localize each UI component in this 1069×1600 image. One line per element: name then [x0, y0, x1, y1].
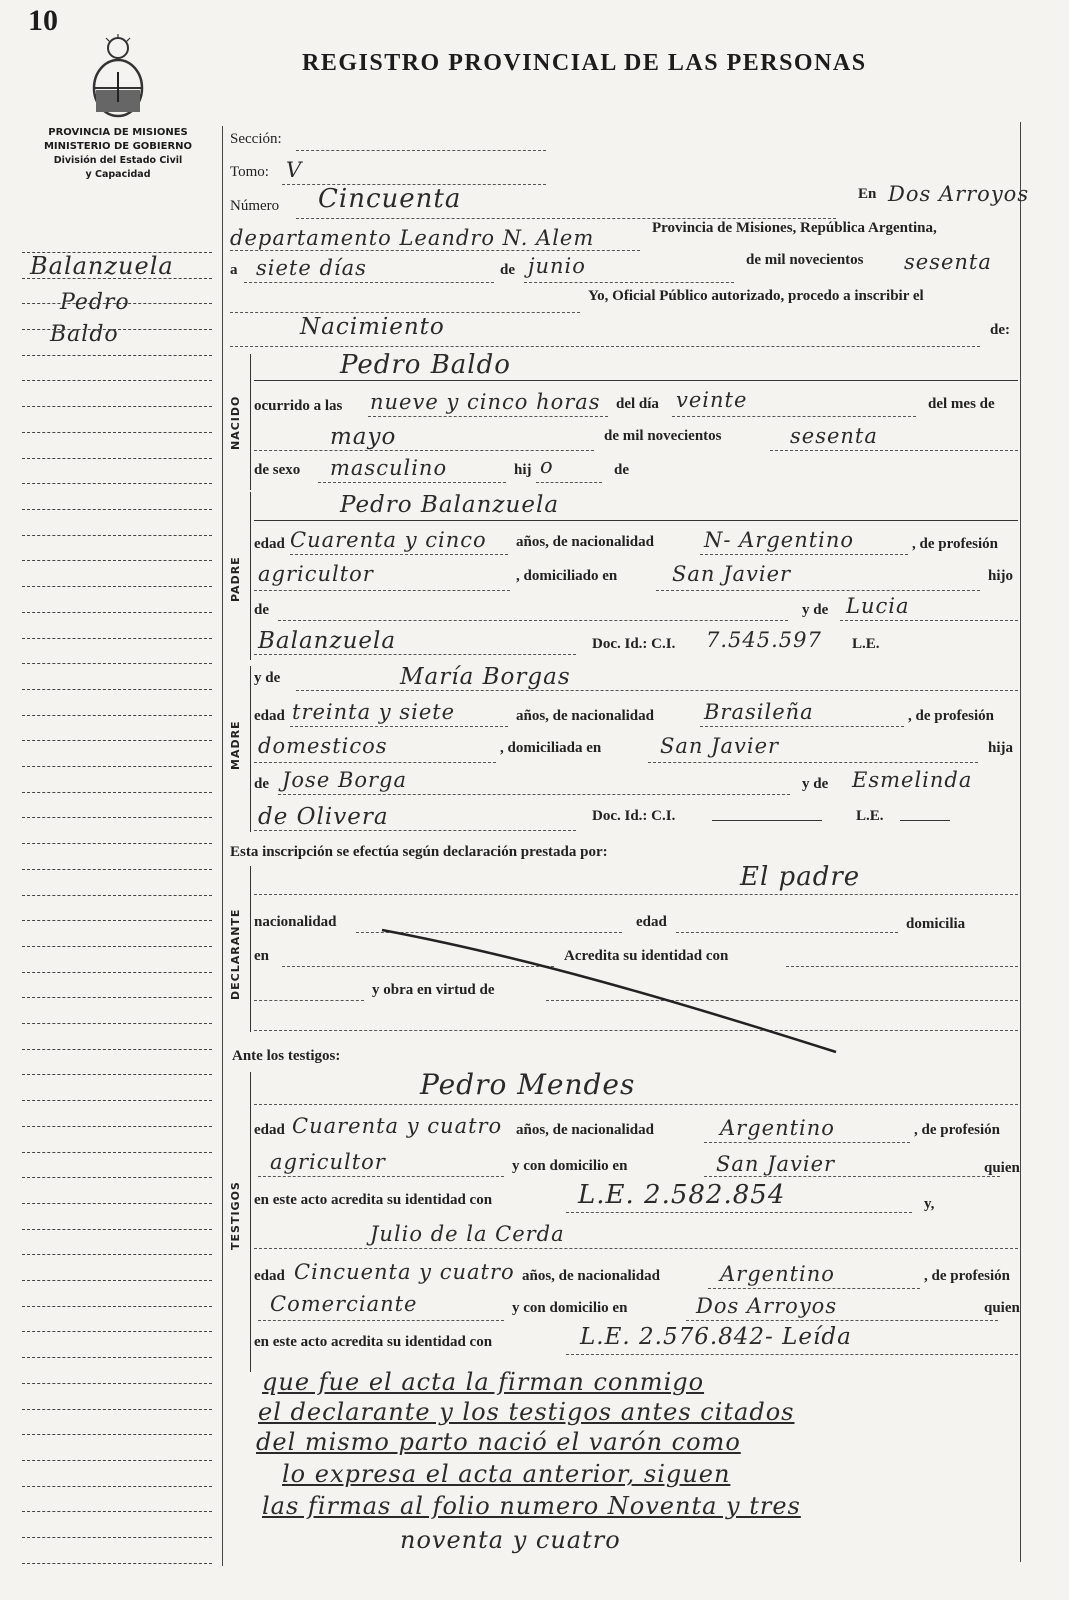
t1-prof-value: agricultor — [270, 1150, 386, 1174]
de-label-2: de — [614, 462, 629, 478]
office-line-3: División del Estado Civil — [53, 155, 183, 166]
t1-doc-value: L.E. 2.582.854 — [578, 1180, 786, 1210]
de-label-1: de — [500, 262, 515, 278]
frame-right — [1020, 122, 1021, 1562]
a-label: a — [230, 262, 238, 278]
margin-rule — [22, 766, 212, 767]
margin-rule — [22, 663, 212, 664]
madre-madre-value: Esmelinda — [852, 768, 973, 792]
margin-rule — [22, 997, 212, 998]
margin-rule — [22, 638, 212, 639]
decl-dom-label: domicilia — [906, 916, 966, 932]
nombre-value: Pedro Baldo — [340, 350, 511, 380]
t2-edad-label: edad — [254, 1268, 285, 1284]
margin-rule — [22, 406, 212, 407]
declarante-value: El padre — [740, 862, 861, 892]
madre-edad-label: edad — [254, 708, 285, 724]
padre-edad-label: edad — [254, 536, 285, 552]
provincia-label: Provincia de Misiones, República Argentina, — [652, 220, 937, 236]
coat-of-arms-seal — [86, 34, 150, 120]
margin-rule — [22, 509, 212, 510]
margin-rule — [22, 689, 212, 690]
dia-nac-value: veinte — [676, 388, 748, 412]
padre-de-label: de — [254, 602, 269, 618]
tomo-label: Tomo: — [230, 164, 269, 180]
madre-yde-label: y de — [254, 670, 281, 686]
t2-doc-value: L.E. 2.576.842- Leída — [580, 1324, 852, 1350]
decl-obra-label: y obra en virtud de — [372, 982, 495, 998]
margin-rule — [22, 869, 212, 870]
margin-rule — [22, 1357, 212, 1358]
madre-tag: MADRE — [229, 720, 242, 770]
closing-line-5: las firmas al folio numero Noventa y tres — [262, 1492, 801, 1520]
margin-rule — [22, 1100, 212, 1101]
tomo-value: V — [286, 158, 303, 182]
margin-rule — [22, 303, 212, 304]
de-mil-label: de mil novecientos — [746, 252, 864, 268]
margin-rule — [22, 1177, 212, 1178]
closing-line-4: lo expresa el acta anterior, siguen — [282, 1460, 731, 1488]
decl-en-label: en — [254, 948, 269, 964]
madre-yde2-label: y de — [802, 776, 829, 792]
mes-value: junio — [528, 254, 586, 278]
t2-nac-value: Argentino — [720, 1262, 835, 1286]
padre-dom-value: San Javier — [672, 562, 792, 586]
madre-padre-value: Jose Borga — [282, 768, 408, 792]
margin-rule — [22, 1254, 212, 1255]
seccion-label: Sección: — [230, 131, 282, 147]
testigo2-value: Julio de la Cerda — [370, 1222, 565, 1246]
margin-note-surname: Balanzuela — [30, 252, 174, 280]
testigos-tag: TESTIGOS — [229, 1181, 242, 1250]
margin-rule — [22, 920, 212, 921]
t1-quien-label: quien — [984, 1160, 1020, 1176]
madre-nombre-value: María Borgas — [400, 664, 571, 690]
margin-rule — [22, 1460, 212, 1461]
margin-rule — [22, 612, 212, 613]
margin-note-given-1: Pedro — [60, 290, 130, 315]
madre-edad-value: treinta y siete — [292, 700, 456, 724]
margin-rule — [22, 355, 212, 356]
margin-rule — [22, 843, 212, 844]
margin-rule — [22, 1152, 212, 1153]
de-mil-label-2: de mil novecientos — [604, 428, 722, 444]
t2-quien-label: quien — [984, 1300, 1020, 1316]
padre-prof-label: , de profesión — [912, 536, 998, 552]
margin-rule — [22, 1511, 212, 1512]
margin-rule — [22, 1306, 212, 1307]
margin-rule — [22, 1486, 212, 1487]
t2-anos-label: años, de nacionalidad — [522, 1268, 660, 1284]
hija-label: hija — [988, 740, 1014, 756]
de-colon-label: de: — [990, 322, 1010, 338]
margin-rule — [22, 1280, 212, 1281]
margin-rule — [22, 1383, 212, 1384]
t2-acredita-label: en este acto acredita su identidad con — [254, 1334, 493, 1350]
padre-yde-label: y de — [802, 602, 829, 618]
margin-rule — [22, 972, 212, 973]
margin-rule — [22, 1434, 212, 1435]
ocurrido-label: ocurrido a las — [254, 398, 343, 414]
sexo-value: masculino — [330, 456, 448, 480]
en-lugar-value: Dos Arroyos — [888, 182, 1030, 206]
office-line-1: PROVINCIA DE MISIONES — [48, 127, 188, 138]
margin-rule — [22, 946, 212, 947]
numero-label: Número — [230, 198, 280, 214]
margin-rule — [22, 1126, 212, 1127]
margin-rule — [22, 1074, 212, 1075]
madre-le-label: L.E. — [856, 808, 884, 824]
margin-rule — [22, 1049, 212, 1050]
hijo-label: hijo — [988, 568, 1014, 584]
padre-madre-value: Lucia — [846, 594, 910, 618]
madre-dom-label: , domiciliada en — [500, 740, 602, 756]
yo-oficial-label: Yo, Oficial Público autorizado, procedo a inscribir el — [588, 288, 924, 304]
closing-line-2: el declarante y los testigos antes citados — [258, 1398, 795, 1426]
margin-rule — [22, 715, 212, 716]
margin-rule — [22, 252, 212, 253]
declarante-tag: DECLARANTE — [229, 908, 242, 1000]
departamento-value: departamento Leandro N. Alem — [230, 226, 595, 250]
madre-dom-value: San Javier — [660, 734, 780, 758]
padre-nombre-value: Pedro Balanzuela — [340, 492, 560, 518]
madre-nac-value: Brasileña — [704, 700, 814, 724]
t1-dom-value: San Javier — [716, 1152, 836, 1176]
closing-line-3: del mismo parto nació el varón como — [256, 1428, 741, 1456]
margin-rule — [22, 792, 212, 793]
madre-doc-label: Doc. Id.: C.I. — [592, 808, 676, 824]
t2-prof-value: Comerciante — [270, 1292, 418, 1316]
anio-nac-value: sesenta — [790, 424, 878, 448]
inscripcion-label: Esta inscripción se efectúa según declaración prestada por: — [230, 844, 608, 860]
del-dia-label: del día — [616, 396, 659, 412]
dia-value: siete días — [256, 256, 367, 280]
padre-tag: PADRE — [229, 556, 242, 602]
t1-anos-label: años, de nacionalidad — [516, 1122, 654, 1138]
t1-edad-value: Cuarenta y cuatro — [292, 1114, 503, 1138]
padre-nac-value: N- Argentino — [704, 528, 855, 552]
madre-anos-label: años, de nacionalidad — [516, 708, 654, 724]
margin-rule — [22, 1203, 212, 1204]
margin-rule — [22, 740, 212, 741]
margin-note-given-2: Baldo — [50, 322, 119, 347]
margin-rule — [22, 380, 212, 381]
cross-out-stroke — [380, 926, 840, 1056]
hij-label: hij — [514, 462, 532, 478]
madre-de-label: de — [254, 776, 269, 792]
padre-dom-label: , domiciliado en — [516, 568, 618, 584]
margin-rule — [22, 560, 212, 561]
padre-edad-value: Cuarenta y cinco — [290, 528, 487, 552]
mes-nac-value: mayo — [330, 424, 397, 450]
madre-prof-label: , de profesión — [908, 708, 994, 724]
t1-nac-value: Argentino — [720, 1116, 835, 1140]
office-header — [20, 126, 216, 182]
de-sexo-label: de sexo — [254, 462, 301, 478]
padre-ci-value: 7.545.597 — [706, 628, 822, 652]
margin-rule — [22, 817, 212, 818]
margin-rule — [22, 1229, 212, 1230]
padre-prof-value: agricultor — [258, 562, 374, 586]
madre-madre2-value: de Olivera — [258, 804, 389, 830]
testigo1-value: Pedro Mendes — [420, 1068, 636, 1101]
t1-edad-label: edad — [254, 1122, 285, 1138]
hora-value: nueve y cinco horas — [370, 390, 601, 414]
t2-edad-value: Cincuenta y cuatro — [294, 1260, 515, 1284]
margin-rule — [22, 1331, 212, 1332]
decl-edad-label: edad — [636, 914, 667, 930]
closing-line-1: que fue el acta la firman conmigo — [262, 1368, 705, 1396]
decl-acredita-label: Acredita su identidad con — [564, 948, 729, 964]
margin-rule — [22, 432, 212, 433]
margin-rule — [22, 278, 212, 279]
frame-left — [222, 126, 223, 1566]
numero-value: Cincuenta — [318, 184, 462, 214]
t1-y-label: y, — [924, 1196, 935, 1212]
margin-rule — [22, 895, 212, 896]
padre-doc-label: Doc. Id.: C.I. — [592, 636, 676, 652]
decl-nac-label: nacionalidad — [254, 914, 337, 930]
margin-rule — [22, 1409, 212, 1410]
document-title: REGISTRO PROVINCIAL DE LAS PERSONAS — [302, 50, 867, 76]
nacido-tag: NACIDO — [229, 395, 242, 450]
padre-apellido-value: Balanzuela — [258, 628, 397, 654]
margin-rule — [22, 329, 212, 330]
madre-prof-value: domesticos — [258, 734, 388, 758]
padre-le-label: L.E. — [852, 636, 880, 652]
office-line-2: MINISTERIO DE GOBIERNO — [43, 141, 193, 152]
t2-dom-value: Dos Arroyos — [696, 1294, 838, 1318]
margin-rule — [22, 1537, 212, 1538]
margin-rule — [22, 535, 212, 536]
del-mes-label: del mes de — [928, 396, 995, 412]
margin-rule — [22, 483, 212, 484]
office-line-4: y Capacidad — [85, 169, 151, 180]
padre-anos-label: años, de nacionalidad — [516, 534, 654, 550]
page-number: 10 — [28, 4, 58, 37]
margin-rule — [22, 1563, 212, 1564]
margin-rule — [22, 586, 212, 587]
t2-prof-label: , de profesión — [924, 1268, 1010, 1284]
closing-line-6: noventa y cuatro — [400, 1526, 621, 1554]
t2-dom-label: y con domicilio en — [512, 1300, 628, 1316]
margin-rule — [22, 458, 212, 459]
testigos-label: Ante los testigos: — [232, 1048, 341, 1064]
en-label: En — [858, 186, 877, 202]
acto-value: Nacimiento — [300, 314, 445, 340]
t1-dom-label: y con domicilio en — [512, 1158, 628, 1174]
t1-acredita-label: en este acto acredita su identidad con — [254, 1192, 493, 1208]
t1-prof-label: , de profesión — [914, 1122, 1000, 1138]
anio-value: sesenta — [904, 250, 992, 274]
hijo-sufijo-value: o — [540, 454, 554, 478]
margin-rule — [22, 1023, 212, 1024]
